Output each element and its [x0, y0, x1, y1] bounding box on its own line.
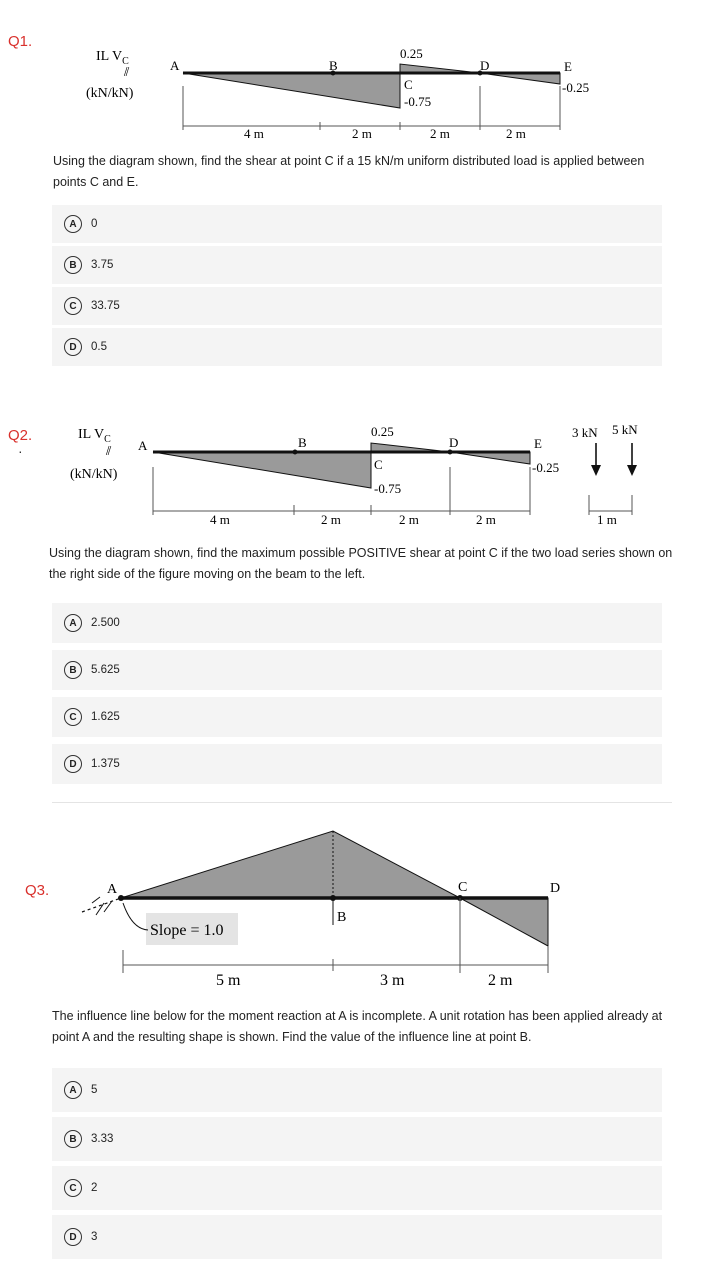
option-value: 5 — [91, 1084, 98, 1096]
option-letter-badge: C — [64, 708, 82, 726]
q1-point-a: A — [170, 58, 180, 73]
q2-influence-diagram — [0, 415, 720, 535]
question-3-text: The influence line below for the moment reaction at A is incomplete. A unit rotation has been applied already at point A and the resulting shape is shown. Find the value of the influence line at point B. — [52, 1009, 663, 1044]
q3-dim-1: 5 m — [216, 972, 241, 989]
q1-unit-label: (kN/kN) — [86, 86, 134, 101]
q2-load-1: 3 kN — [572, 425, 598, 440]
q1-dim-1: 4 m — [244, 126, 264, 141]
option-value: 1.625 — [91, 711, 120, 723]
q2-negative-region-ac — [153, 452, 371, 488]
q3-dim-2: 3 m — [380, 972, 405, 989]
option-letter-badge: A — [64, 1081, 82, 1099]
q2-dim-3: 2 m — [399, 512, 419, 527]
option-letter-badge: B — [64, 661, 82, 679]
q2-option-d[interactable] — [52, 744, 662, 784]
question-3-number: Q3. — [25, 882, 50, 899]
option-value: 0.5 — [91, 341, 107, 353]
q2-dim-2: 2 m — [321, 512, 341, 527]
option-letter-badge: A — [64, 215, 82, 233]
option-value: 3 — [91, 1231, 98, 1243]
q1-point-e: E — [564, 59, 572, 74]
q1-value-bottom: -0.75 — [404, 94, 432, 109]
q1-option-a[interactable] — [52, 205, 662, 243]
q3-slope-label: Slope = 1.0 — [150, 922, 224, 939]
option-value: 1.375 — [91, 758, 120, 770]
q1-il-label: IL $V_C$ — [96, 49, 129, 67]
q2-point-a: A — [138, 438, 148, 453]
q2-point-e: E — [534, 436, 542, 451]
stray-dot: · — [18, 443, 23, 459]
option-letter-badge: A — [64, 614, 82, 632]
q3-option-b[interactable] — [52, 1117, 662, 1161]
svg-text:⫽: ⫽ — [106, 444, 112, 458]
q1-option-c[interactable] — [52, 287, 662, 325]
q2-option-a[interactable] — [52, 603, 662, 643]
option-value: 2.500 — [91, 617, 120, 629]
q2-point-c: C — [374, 457, 383, 472]
q2-point-b: B — [298, 435, 307, 450]
question-1-text: Using the diagram shown, find the shear at point C if a 15 kN/m uniform distributed load is applied between points C and E. — [53, 154, 645, 189]
q2-option-b[interactable] — [52, 650, 662, 690]
q1-option-d[interactable] — [52, 328, 662, 366]
q2-value-bottom: -0.75 — [374, 481, 402, 496]
option-letter-badge: C — [64, 297, 82, 315]
section-divider — [52, 802, 672, 803]
q3-positive-region-ab — [121, 831, 460, 898]
q3-option-c[interactable] — [52, 1166, 662, 1210]
q2-dim-4: 2 m — [476, 512, 496, 527]
q3-negative-region-cd — [460, 898, 548, 946]
q2-value-e: -0.25 — [532, 460, 560, 475]
option-letter-badge: D — [64, 338, 82, 356]
q3-option-a[interactable] — [52, 1068, 662, 1112]
q2-il-label: IL $V_C$ — [78, 427, 111, 445]
q3-point-a: A — [107, 882, 118, 897]
option-letter-badge: C — [64, 1179, 82, 1197]
q3-option-d[interactable] — [52, 1215, 662, 1259]
q1-point-b: B — [329, 58, 338, 73]
q3-influence-diagram — [0, 815, 720, 995]
svg-text:⫽: ⫽ — [124, 65, 130, 79]
q3-point-d: D — [550, 881, 561, 896]
q2-dim-1: 4 m — [210, 512, 230, 527]
q3-point-c: C — [458, 880, 468, 895]
q1-negative-region-de — [480, 73, 560, 84]
question-2-number: Q2. — [8, 427, 33, 444]
q3-point-b: B — [337, 910, 347, 925]
option-value: 5.625 — [91, 664, 120, 676]
q1-negative-region-ac — [183, 73, 400, 108]
option-value: 3.75 — [91, 259, 114, 271]
option-value: 2 — [91, 1182, 98, 1194]
q2-load-2: 5 kN — [612, 422, 638, 437]
q2-value-top: 0.25 — [371, 424, 394, 439]
q1-dim-3: 2 m — [430, 126, 450, 141]
q1-point-d: D — [480, 58, 490, 73]
option-letter-badge: B — [64, 256, 82, 274]
option-value: 33.75 — [91, 300, 120, 312]
option-letter-badge: D — [64, 1228, 82, 1246]
question-1-number: Q1. — [8, 33, 33, 50]
q1-dim-4: 2 m — [506, 126, 526, 141]
q1-option-b[interactable] — [52, 246, 662, 284]
option-value: 0 — [91, 218, 98, 230]
q2-dim-5: 1 m — [597, 512, 617, 527]
q2-option-c[interactable] — [52, 697, 662, 737]
q1-value-e: -0.25 — [562, 80, 590, 95]
option-value: 3.33 — [91, 1133, 114, 1145]
q1-influence-diagram — [0, 40, 720, 150]
question-2-text: Using the diagram shown, find the maximum possible POSITIVE shear at point C if the two load series shown on the right side of the figure moving on the beam to the left. — [49, 546, 673, 581]
q1-point-c: C — [404, 77, 413, 92]
q2-negative-region-de — [450, 452, 530, 464]
q1-dim-2: 2 m — [352, 126, 372, 141]
q3-dim-3: 2 m — [488, 972, 513, 989]
option-letter-badge: B — [64, 1130, 82, 1148]
q2-unit-label: (kN/kN) — [70, 467, 118, 482]
q1-value-top: 0.25 — [400, 46, 423, 61]
q2-point-d: D — [449, 435, 459, 450]
option-letter-badge: D — [64, 755, 82, 773]
